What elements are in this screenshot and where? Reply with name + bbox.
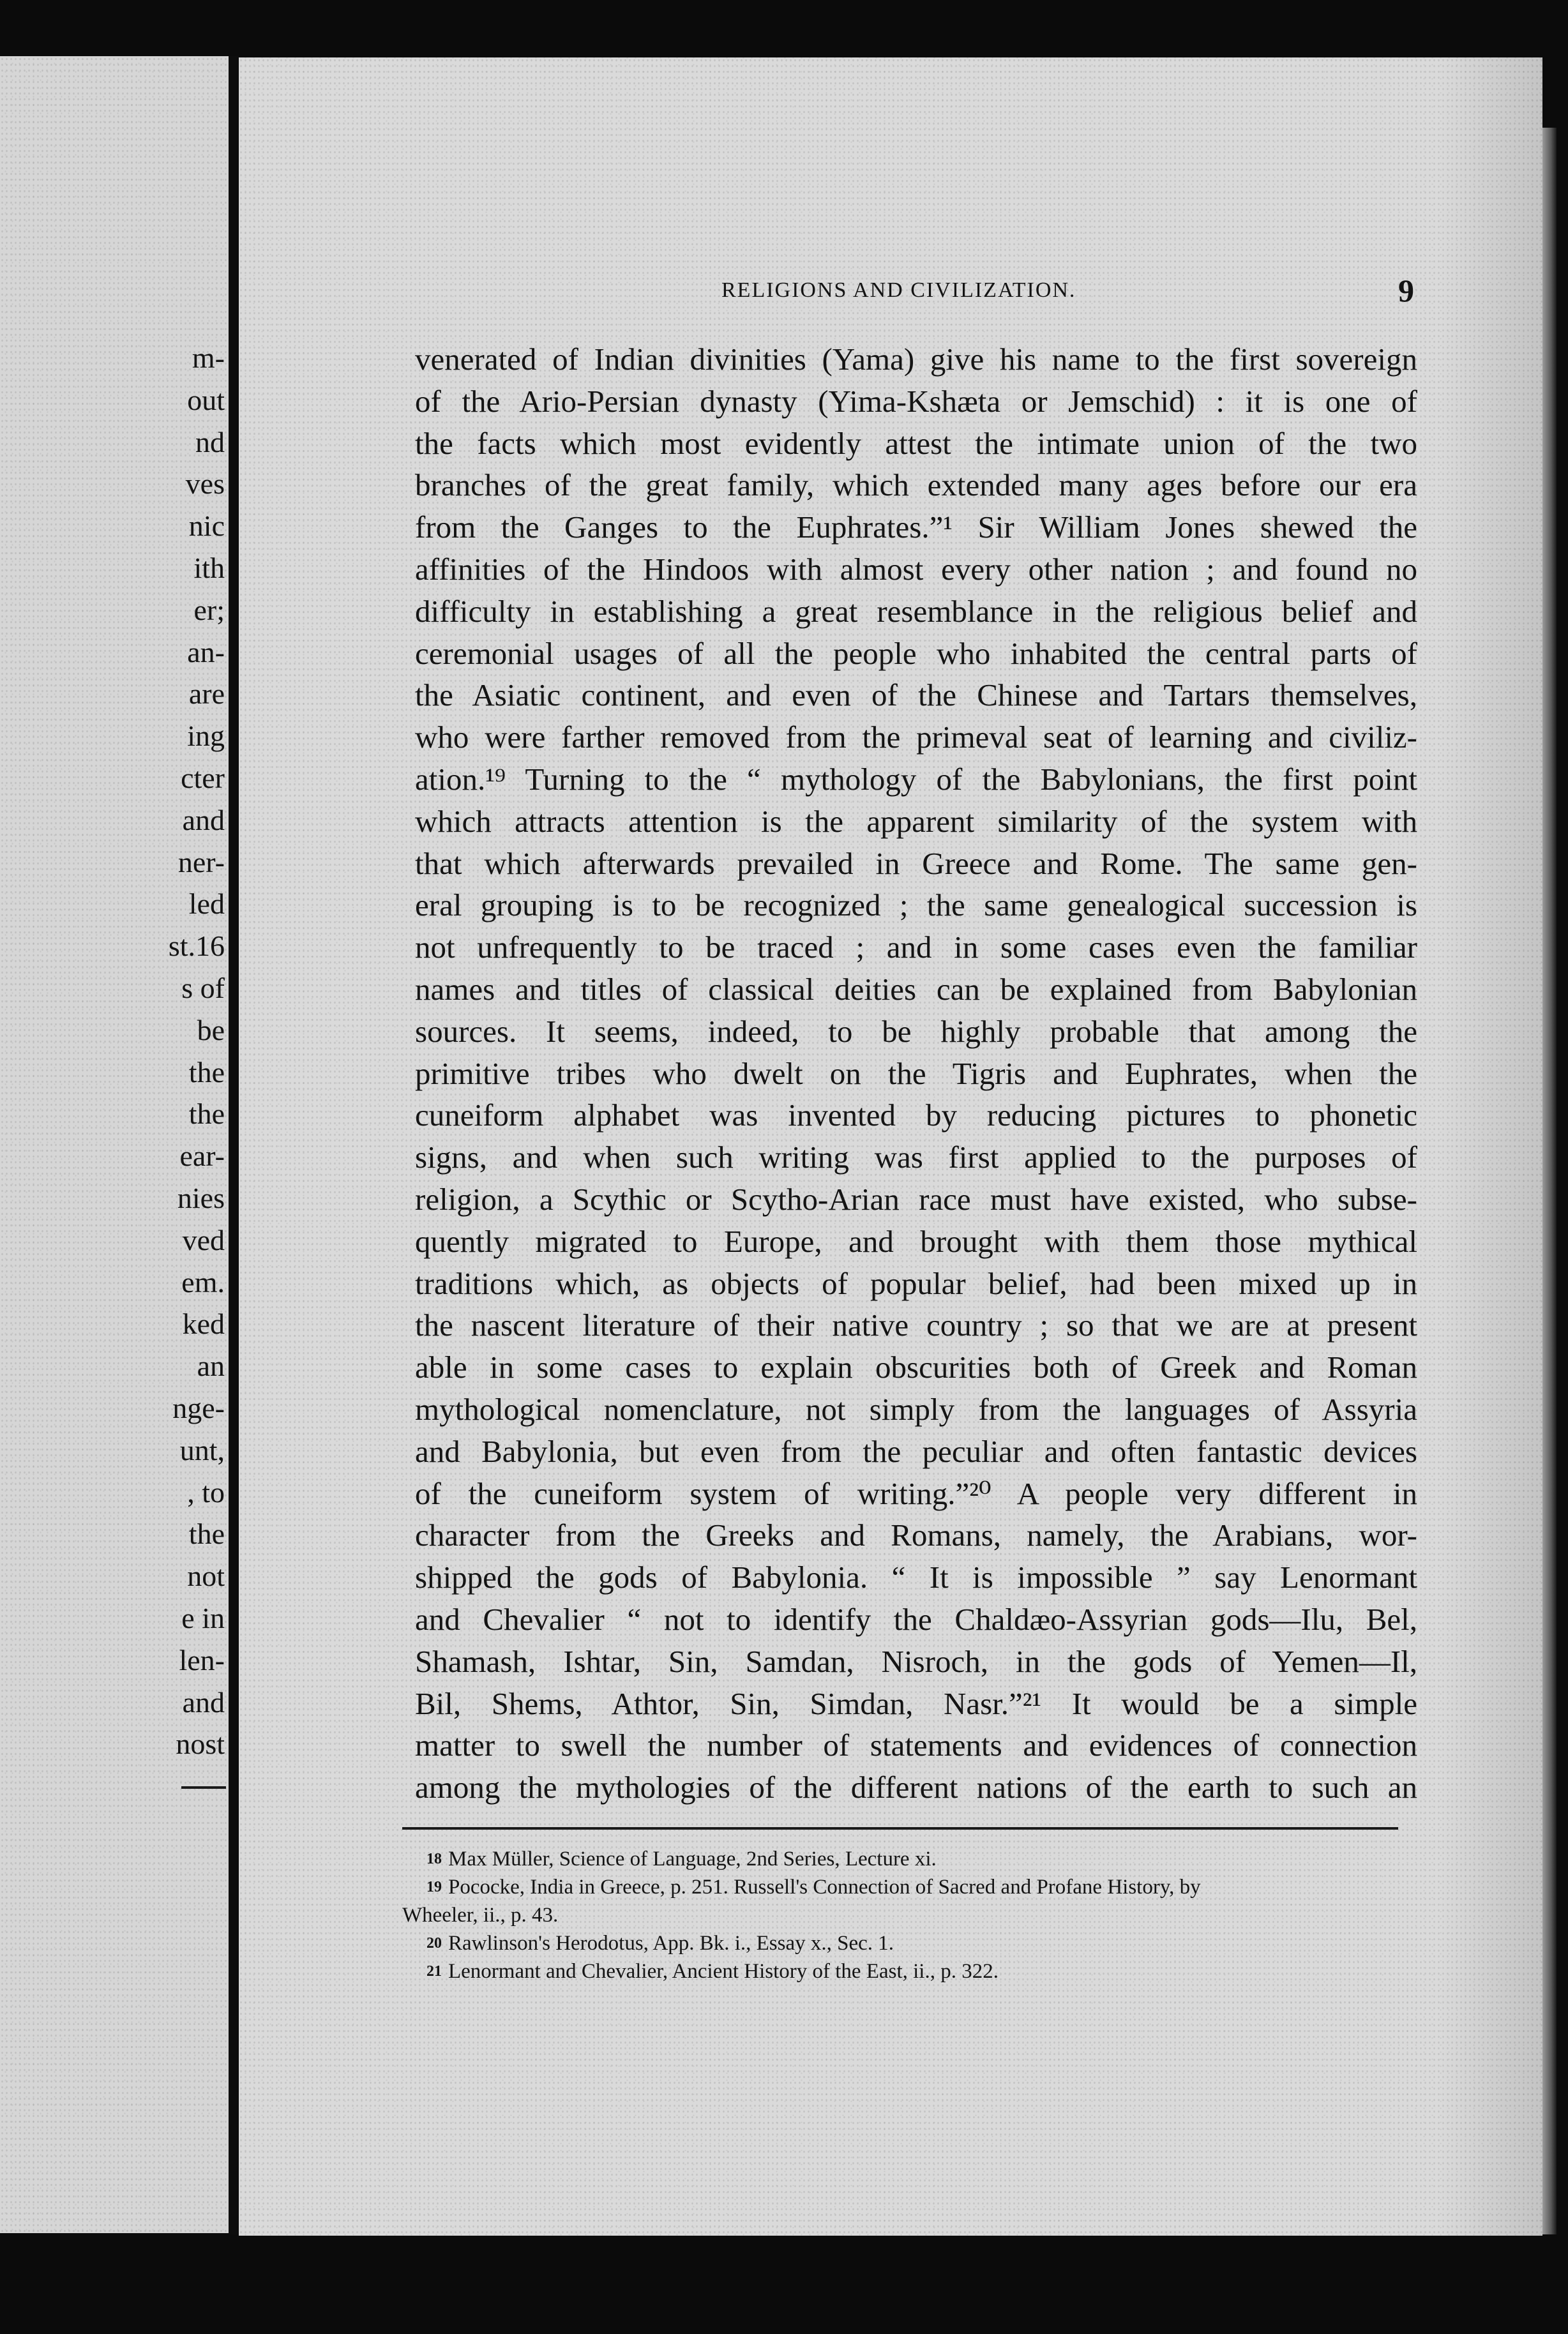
footnote-text: Rawlinson's Herodotus, App. Bk. i., Essay x., Sec. 1. bbox=[448, 1932, 894, 1955]
body-text-line: signs, and when such writing was first applied to the purposes of bbox=[415, 1140, 1417, 1175]
body-text-line: the Asiatic continent, and even of the Chinese and Tartars themselves, bbox=[415, 677, 1417, 713]
body-text-line: Bil, Shems, Athtor, Sin, Simdan, Nasr.”²¹ It would be a simple bbox=[415, 1685, 1417, 1721]
left-page-line-fragment: ved bbox=[182, 1223, 225, 1256]
left-page-line-fragment: nge- bbox=[172, 1392, 225, 1424]
body-text-line: of the cuneiform system of writing.”²⁰ A people very different in bbox=[415, 1475, 1417, 1511]
body-text-line: of the Ario-Persian dynasty (Yima-Kshæta or Jemschid) : it is one of bbox=[415, 383, 1417, 419]
footnote-number: 18 bbox=[426, 1851, 442, 1867]
footnotes bbox=[402, 1845, 1411, 1985]
left-page-line-fragment: ear- bbox=[179, 1140, 225, 1173]
body-text-line: Shamash, Ishtar, Sin, Samdan, Nisroch, in the gods of Yemen—Il, bbox=[415, 1643, 1417, 1679]
footnote-text: Wheeler, ii., p. 43. bbox=[402, 1904, 559, 1927]
page-number: 9 bbox=[1398, 273, 1414, 308]
left-page-line-fragment: the bbox=[188, 1097, 225, 1131]
left-page-line-fragment: nost bbox=[176, 1728, 225, 1761]
left-page-line-fragment: an- bbox=[187, 635, 225, 668]
body-text-line: difficulty in establishing a great resemblance in the religious belief and bbox=[415, 593, 1417, 629]
footnote bbox=[402, 1845, 1411, 1873]
left-page-line-fragment: ing bbox=[187, 719, 225, 753]
body-text-line: sources. It seems, indeed, to be highly probable that among the bbox=[415, 1013, 1417, 1049]
body-text-line: names and titles of classical deities can be explained from Babylonian bbox=[415, 971, 1417, 1007]
body-text-line: quently migrated to Europe, and brought with them those mythical bbox=[415, 1223, 1417, 1259]
running-head: RELIGIONS AND CIVILIZATION. bbox=[721, 278, 1076, 302]
left-page-line-fragment: the bbox=[188, 1055, 225, 1088]
left-page-line-fragment: ner- bbox=[177, 845, 225, 878]
left-page-line-fragment: , to bbox=[187, 1475, 225, 1509]
footnote bbox=[402, 1957, 1411, 1985]
footnote-text: Lenormant and Chevalier, Ancient History of the East, ii., p. 322. bbox=[448, 1960, 999, 1983]
body-text-line: the nascent literature of their native country ; so that we are at present bbox=[415, 1307, 1417, 1343]
body-text-line: the facts which most evidently attest the intimate union of the two bbox=[415, 425, 1417, 461]
body-text-line: ceremonial usages of all the people who inhabited the central parts of bbox=[415, 635, 1417, 671]
left-page-line-fragment: em. bbox=[181, 1265, 225, 1299]
footnote-rule bbox=[402, 1827, 1398, 1830]
body-text-line: cuneiform alphabet was invented by reducing pictures to phonetic bbox=[415, 1097, 1417, 1133]
footnote-number: 20 bbox=[426, 1935, 442, 1952]
body-text-line: character from the Greeks and Romans, namely, the Arabians, wor- bbox=[415, 1517, 1417, 1553]
footnote bbox=[402, 1929, 1411, 1957]
left-page-line-fragment: ves bbox=[185, 467, 225, 501]
left-page-line-fragment: not bbox=[187, 1560, 225, 1593]
body-text-line: that which afterwards prevailed in Greece and Rome. The same gen- bbox=[415, 845, 1417, 881]
left-page-line-fragment: be bbox=[197, 1013, 225, 1046]
left-page-line-fragment: cter bbox=[181, 762, 225, 794]
body-text-line: who were farther removed from the primeval seat of learning and civiliz- bbox=[415, 719, 1417, 755]
left-page-line-fragment: s of bbox=[181, 972, 225, 1004]
body-text-line: eral grouping is to be recognized ; the same genealogical succession is bbox=[415, 887, 1417, 923]
left-page-line-fragment: m- bbox=[192, 342, 225, 374]
left-page-line-fragment: ked bbox=[182, 1307, 225, 1341]
left-page-line-fragment: an bbox=[197, 1350, 225, 1383]
left-page-footnote-rule bbox=[181, 1786, 226, 1789]
body-text-line: branches of the great family, which extended many ages before our era bbox=[415, 467, 1417, 503]
body-text-line: mythological nomenclature, not simply from the languages of Assyria bbox=[415, 1391, 1417, 1427]
left-page-line-fragment: out bbox=[187, 383, 225, 416]
body-text-line: shipped the gods of Babylonia. “ It is impossible ” say Lenormant bbox=[415, 1560, 1417, 1595]
body-text-line: from the Ganges to the Euphrates.”¹ Sir William Jones shewed the bbox=[415, 509, 1417, 545]
footnote bbox=[402, 1873, 1411, 1901]
left-page-line-fragment: e in bbox=[181, 1602, 225, 1634]
left-page-line-fragment: ith bbox=[193, 552, 225, 584]
footnote-number: 19 bbox=[426, 1879, 442, 1895]
left-page-line-fragment: nic bbox=[188, 509, 225, 543]
body-text-line: among the mythologies of the different nations of the earth to such an bbox=[415, 1770, 1417, 1805]
body-text-line: matter to swell the number of statements and evidences of connection bbox=[415, 1728, 1417, 1763]
page-edge-shadow bbox=[1542, 128, 1557, 2234]
body-text-line: able in some cases to explain obscurities both of Greek and Roman bbox=[415, 1350, 1417, 1385]
footnote-text: Max Müller, Science of Language, 2nd Series, Lecture xi. bbox=[448, 1848, 937, 1871]
body-text-line: and Babylonia, but even from the peculiar and often fantastic devices bbox=[415, 1433, 1417, 1469]
footnote bbox=[402, 1901, 1411, 1929]
body-text-line: not unfrequently to be traced ; and in some cases even the familiar bbox=[415, 930, 1417, 965]
body-text-line: religion, a Scythic or Scytho-Arian race must have existed, who subse- bbox=[415, 1181, 1417, 1217]
book-gutter bbox=[229, 56, 239, 2234]
left-page-line-fragment: led bbox=[188, 887, 225, 921]
left-page-line-fragment: er; bbox=[193, 593, 225, 626]
left-facing-page bbox=[0, 56, 229, 2233]
body-text-line: primitive tribes who dwelt on the Tigris and Euphrates, when the bbox=[415, 1055, 1417, 1091]
left-page-line-fragment: nd bbox=[195, 425, 225, 458]
body-text-line: which attracts attention is the apparent similarity of the system with bbox=[415, 803, 1417, 839]
left-page-line-fragment: unt, bbox=[179, 1433, 225, 1466]
footnote-text: Pococke, India in Greece, p. 251. Russell's Connection of Sacred and Profane History, by bbox=[448, 1876, 1201, 1899]
left-page-line-fragment: the bbox=[188, 1517, 225, 1551]
body-text-line: ation.¹⁹ Turning to the “ mythology of the Babylonians, the first point bbox=[415, 761, 1417, 797]
body-text-line: traditions which, as objects of popular belief, had been mixed up in bbox=[415, 1265, 1417, 1301]
body-text-line: and Chevalier “ not to identify the Chaldæo-Assyrian gods—Ilu, Bel, bbox=[415, 1601, 1417, 1637]
left-page-line-fragment: and bbox=[182, 803, 225, 836]
body-text-line: affinities of the Hindoos with almost every other nation ; and found no bbox=[415, 551, 1417, 587]
left-page-line-fragment: st.16 bbox=[168, 930, 225, 963]
left-page-line-fragment: len- bbox=[179, 1643, 225, 1676]
body-text-line: venerated of Indian divinities (Yama) give his name to the first sovereign bbox=[415, 342, 1417, 377]
left-page-line-fragment: and bbox=[182, 1685, 225, 1719]
body-text bbox=[415, 338, 1417, 1809]
left-page-line-fragment: are bbox=[188, 677, 225, 711]
left-page-line-fragment: nies bbox=[177, 1182, 225, 1214]
footnote-number: 21 bbox=[426, 1963, 442, 1980]
